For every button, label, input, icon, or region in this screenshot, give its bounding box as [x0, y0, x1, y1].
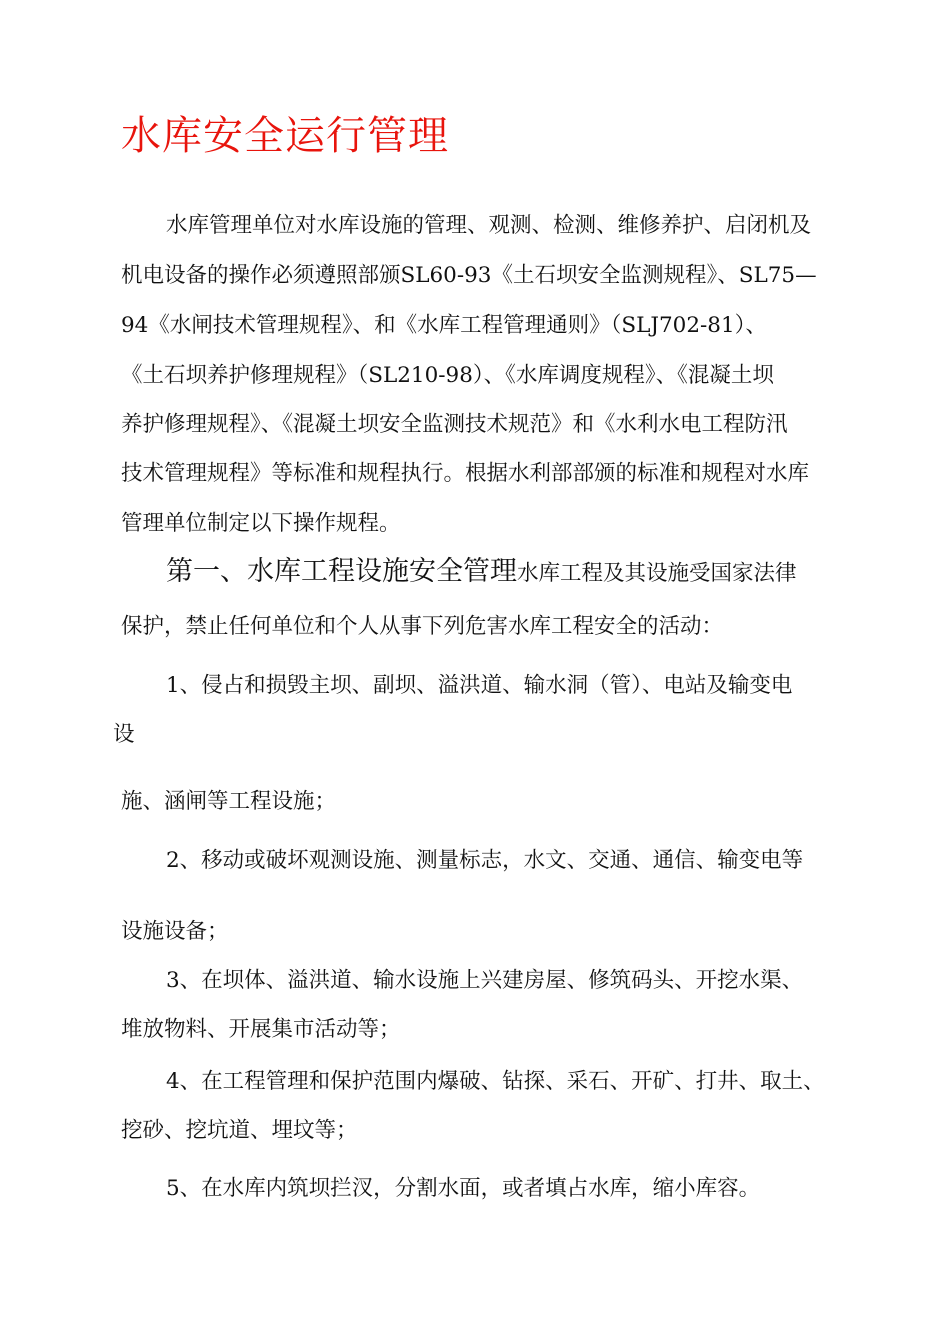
- item1-line-2: 设: [113, 722, 135, 747]
- item2-line-2: 设施设备；: [121, 919, 229, 944]
- item5-line-1: 5、在水库内筑坝拦汊，分割水面，或者填占水库，缩小库容。: [166, 1176, 761, 1201]
- intro-line-6: 技术管理规程》等标准和规程执行。根据水利部部颁的标准和规程对水库: [121, 461, 810, 486]
- document-title: 水库安全运行管理: [121, 113, 449, 159]
- intro-line-2: 机电设备的操作必须遵照部颁SL60-93《土石坝安全监测规程》、SL75—: [121, 263, 817, 288]
- item1-line-1: 1、侵占和损毁主坝、副坝、溢洪道、输水洞（管）、电站及输变电: [166, 673, 793, 698]
- intro-line-3: 94《水闸技术管理规程》、和《水库工程管理通则》（SLJ702-81）、: [121, 313, 767, 338]
- section1-first-line: [166, 557, 797, 589]
- item4-line-1: 4、在工程管理和保护范围内爆破、钻探、采石、开矿、打井、取土、: [166, 1069, 825, 1094]
- intro-line-4: 《土石坝养护修理规程》（SL210-98）、《水库调度规程》、《混凝土坝: [121, 363, 774, 388]
- section1-heading-tail: 水库工程及其设施受国家法律: [517, 561, 797, 586]
- item2-line-1: 2、移动或破坏观测设施、测量标志，水文、交通、通信、输变电等: [166, 848, 804, 873]
- section1-line-2: 保护，禁止任何单位和个人从事下列危害水库工程安全的活动：: [121, 614, 724, 639]
- intro-line-1: 水库管理单位对水库设施的管理、观测、检测、维修养护、启闭机及: [166, 213, 812, 238]
- intro-line-7: 管理单位制定以下操作规程。: [121, 511, 401, 536]
- item3-line-1: 3、在坝体、溢洪道、输水设施上兴建房屋、修筑码头、开挖水渠、: [166, 968, 804, 993]
- item4-line-2: 挖砂、挖坑道、埋坟等；: [121, 1118, 358, 1143]
- item3-line-2: 堆放物料、开展集市活动等；: [121, 1017, 401, 1042]
- section1-heading: 第一、水库工程设施安全管理: [166, 556, 517, 587]
- intro-line-5: 养护修理规程》、《混凝土坝安全监测技术规范》和《水利水电工程防汛: [121, 412, 788, 437]
- item1-line-3: 施、涵闸等工程设施；: [121, 789, 337, 814]
